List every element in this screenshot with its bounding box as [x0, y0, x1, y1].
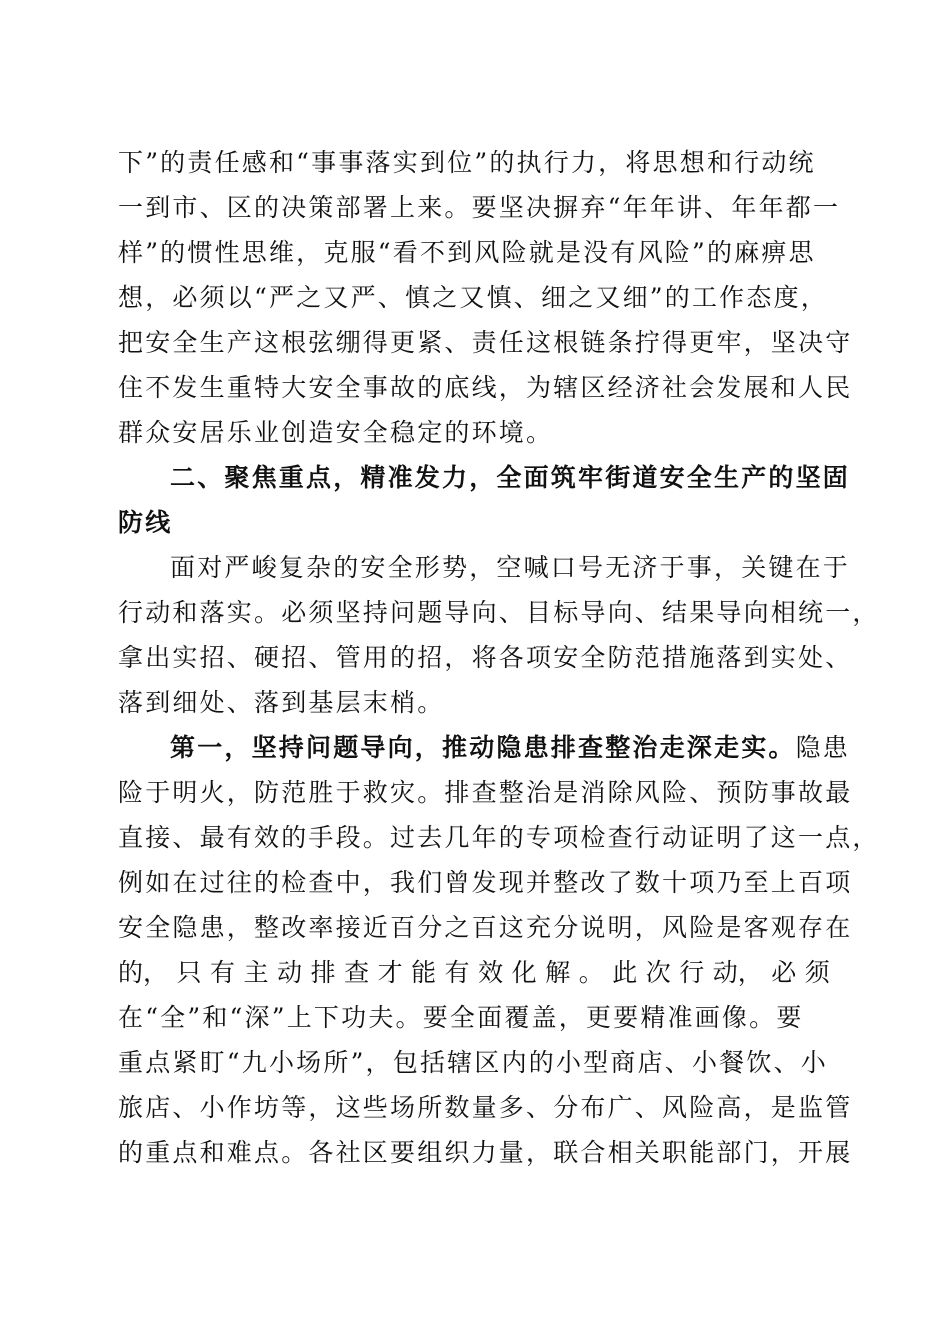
text-line: 在“全”和“深”上下功夫。要全面覆盖，更要精准画像。要 — [118, 1003, 804, 1032]
text-char: 动， — [712, 958, 763, 987]
text-line: 旅店、小作坊等，这些场所数量多、分布广、风险高，是监管 — [118, 1093, 853, 1122]
text-line: 的重点和难点。各社区要组织力量，联合相关职能部门，开展 — [118, 1138, 853, 1167]
text-char: 有 — [210, 958, 236, 987]
text-line: 想，必须以“严之又严、慎之又慎、细之又细”的工作态度， — [118, 283, 828, 312]
text-line — [118, 725, 851, 770]
text-char: 主 — [243, 958, 269, 987]
text-line: 把安全生产这根弦绷得更紧、责任这根链条拧得更牢，坚决守 — [118, 328, 853, 357]
text-line: 重点紧盯“九小场所”，包括辖区内的小型商店、小餐饮、小 — [118, 1048, 828, 1077]
text-char: 次 — [645, 958, 671, 987]
text-line: 安全隐患，整改率接近百分之百这充分说明，风险是客观存在 — [118, 913, 853, 942]
heading-line: 防线 — [118, 508, 173, 537]
text-char: 动 — [277, 958, 303, 987]
justified-text-line — [118, 950, 830, 995]
text-char: 行 — [679, 958, 705, 987]
text-char: 查 — [344, 958, 370, 987]
text-char: 只 — [176, 958, 202, 987]
paragraph-lead: 第一，坚持问题导向，推动隐患排查整治走深走实。 — [170, 733, 796, 762]
text-line: 拿出实招、硬招、管用的招，将各项安全防范措施落到实处、 — [118, 643, 853, 672]
text-char: 须 — [804, 958, 830, 987]
text-char: 排 — [310, 958, 336, 987]
text-line: 一到市、区的决策部署上来。要坚决摒弃“年年讲、年年都一 — [118, 193, 841, 222]
text-run: 隐患 — [795, 733, 851, 762]
text-line: 样”的惯性思维，克服“看不到风险就是没有风险”的麻痹思 — [118, 238, 816, 267]
text-line: 险于明火，防范胜于救灾。排查整治是消除风险、预防事故最 — [118, 778, 853, 807]
text-line: 例如在过往的检查中，我们曾发现并整改了数十项乃至上百项 — [118, 868, 853, 897]
text-char: 有 — [444, 958, 470, 987]
paragraph-two — [118, 545, 880, 725]
paragraph-intro — [118, 140, 853, 455]
text-line: 下”的责任感和“事事落实到位”的执行力，将思想和行动统 — [118, 148, 816, 177]
text-char: 。 — [578, 958, 604, 987]
text-line: 面对严峻复杂的安全形势，空喊口号无济于事，关键在于 — [170, 553, 851, 582]
text-line: 群众安居乐业创造安全稳定的环境。 — [118, 418, 554, 447]
text-char: 的， — [118, 958, 169, 987]
section-heading — [118, 455, 851, 545]
text-char: 才 — [377, 958, 403, 987]
text-char: 必 — [771, 958, 797, 987]
text-char: 此 — [612, 958, 638, 987]
text-char: 效 — [478, 958, 504, 987]
text-char: 化 — [511, 958, 537, 987]
text-line: 落到细处、落到基层末梢。 — [118, 688, 445, 717]
text-line: 住不发生重特大安全事故的底线，为辖区经济社会发展和人民 — [118, 373, 853, 402]
text-char: 解 — [545, 958, 571, 987]
text-line: 行动和落实。必须坚持问题导向、目标导向、结果导向相统一， — [118, 598, 880, 627]
text-line: 直接、最有效的手段。过去几年的专项检查行动证明了这一点， — [118, 823, 880, 852]
text-char: 能 — [411, 958, 437, 987]
heading-line: 二、聚焦重点，精准发力，全面筑牢街道安全生产的坚固 — [170, 463, 851, 492]
document-body — [118, 140, 880, 1175]
paragraph-three — [118, 725, 880, 1175]
